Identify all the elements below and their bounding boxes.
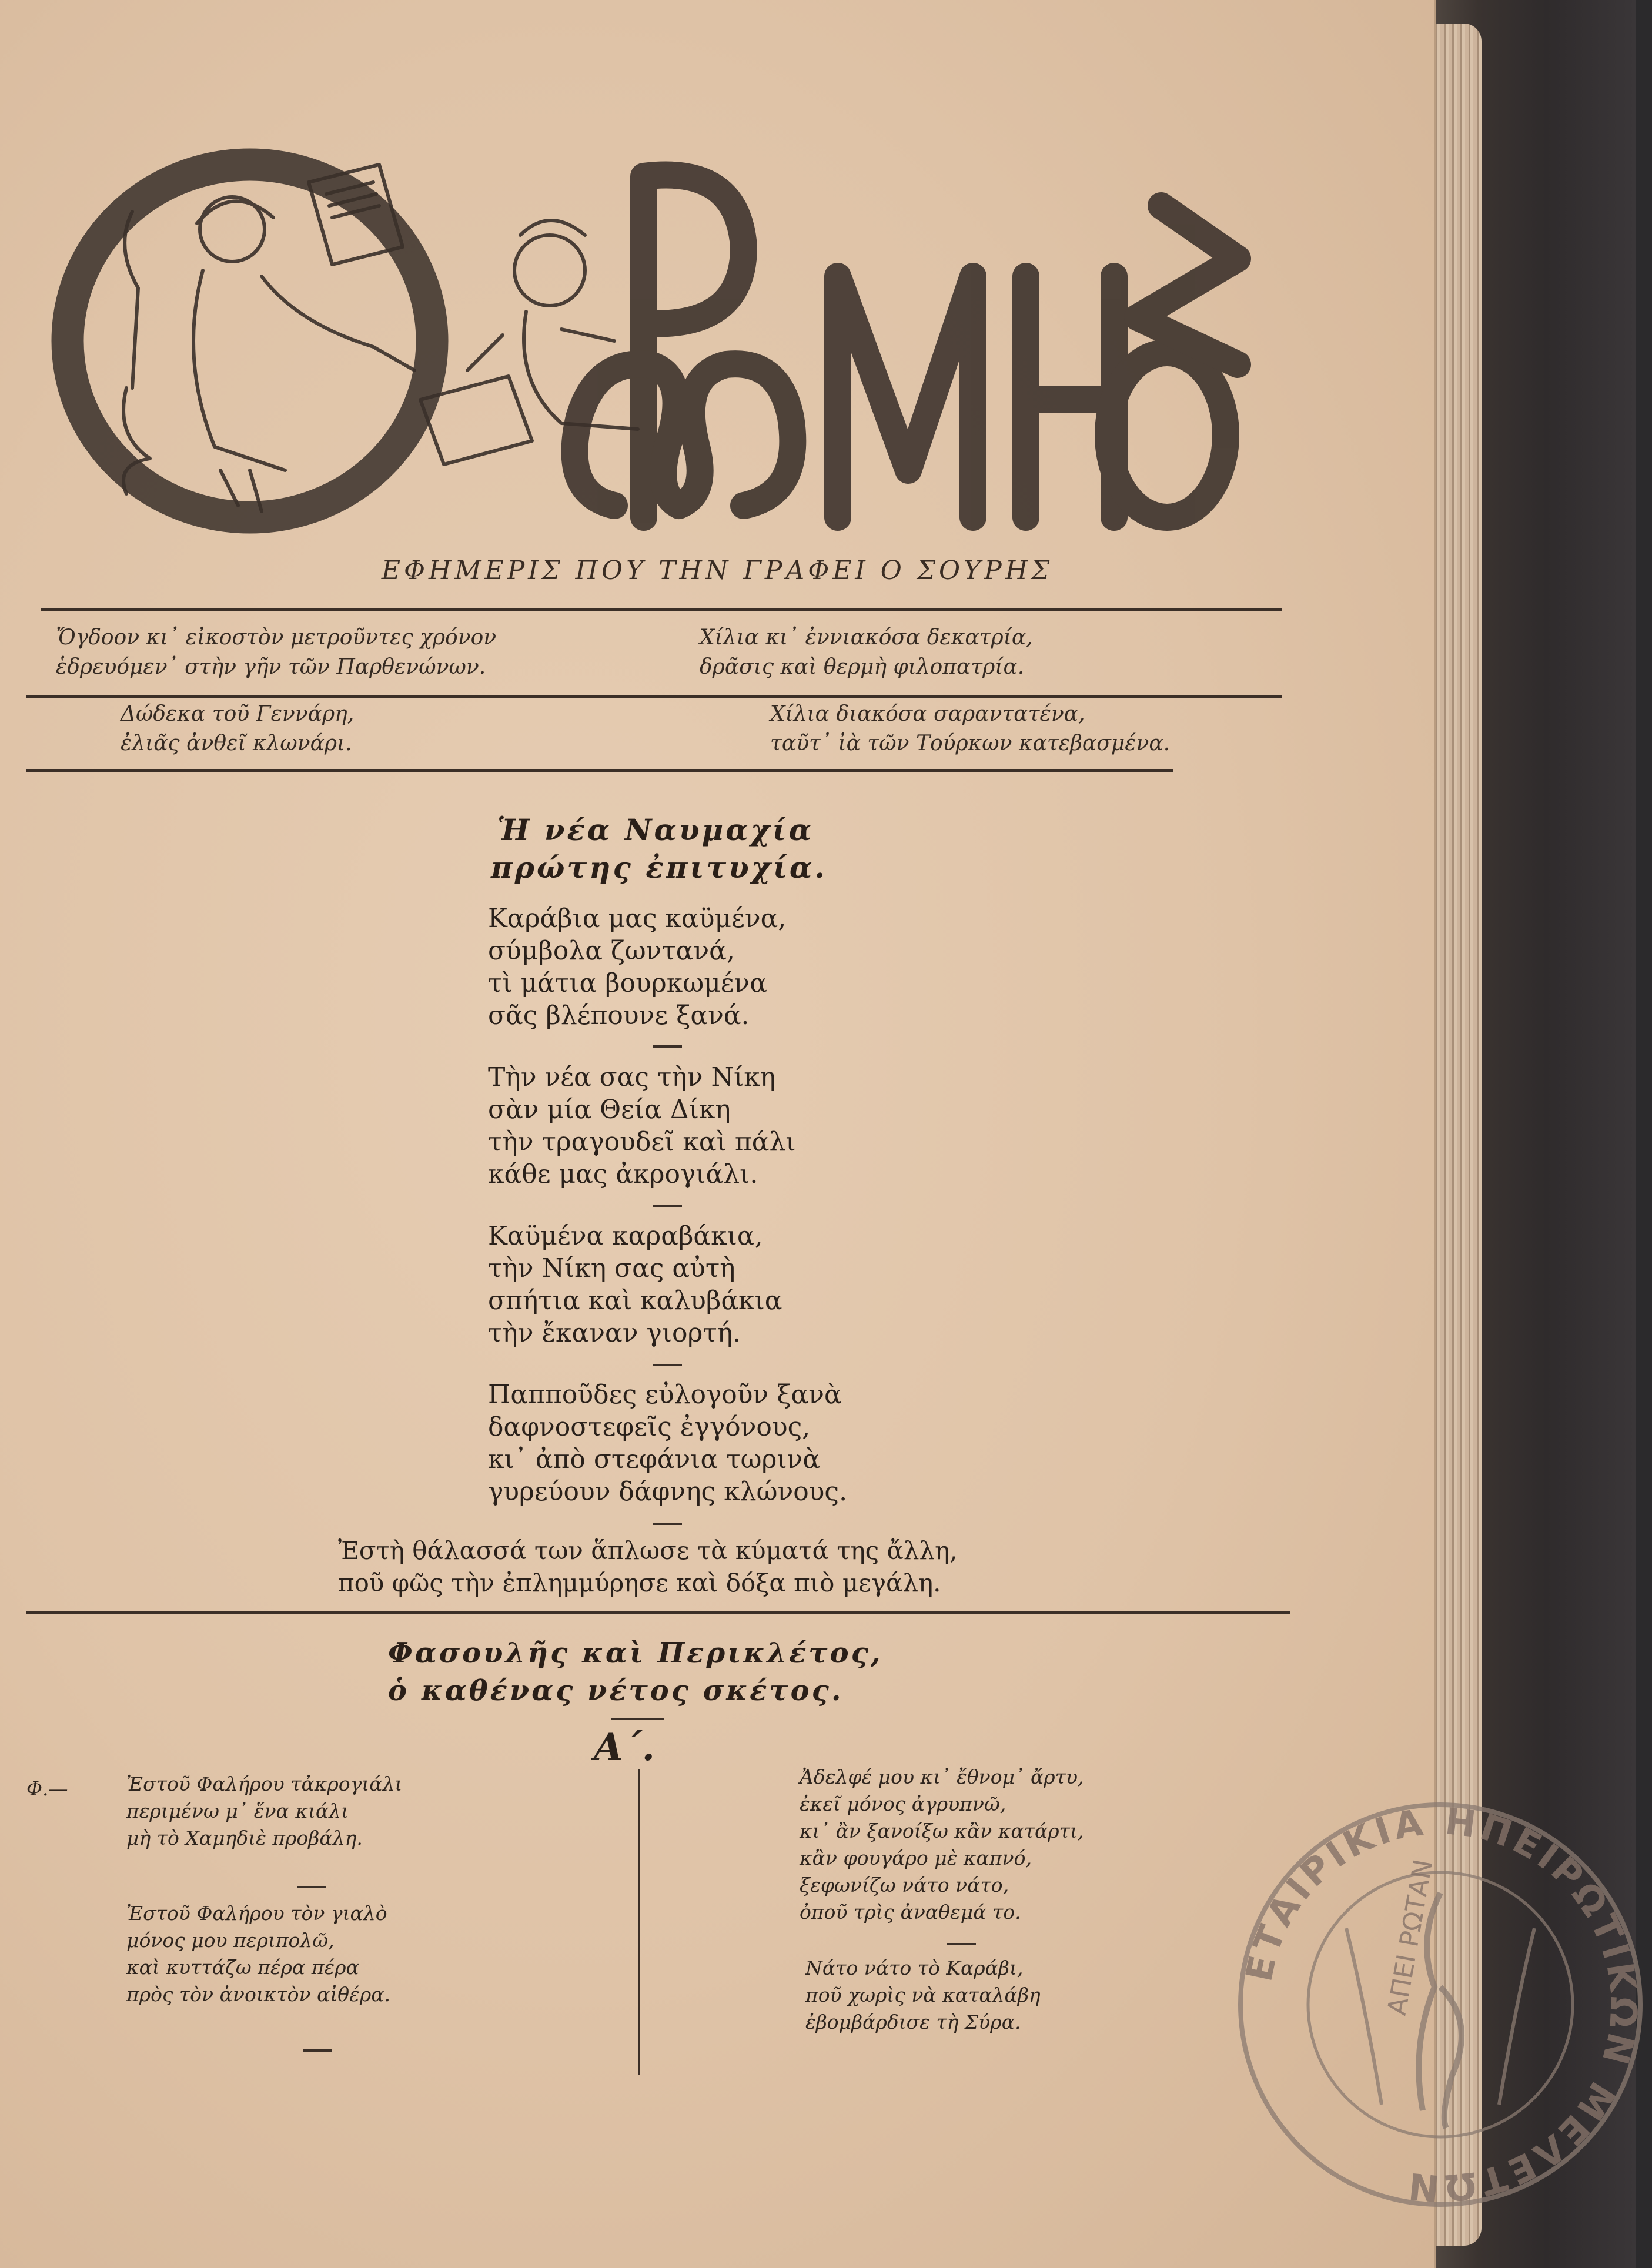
stamp-ring-text: ΕΤΑΙΡΙΚΙΑ ΗΠΕΙΡΩΤΙΚΩΝ ΜΕΛΕΤΩΝ — [1237, 1799, 1646, 2210]
stamp-inner-text: ΑΠΕΙ ΡΩΤΑΝ — [1382, 1857, 1439, 2018]
poem1-stanza: Καϋμένα καραβάκια, τὴν Νίκη σας αὐτὴ σπήτια καὶ καλυβάκια τὴν ἔκαναν γιορτή. — [488, 1221, 782, 1348]
masthead-subtitle: ΕΦΗΜΕΡΙΣ ΠΟΥ ΤΗΝ ΓΡΑΦΕΙ Ο ΣΟΥΡΗΣ — [381, 556, 1054, 586]
masthead-logo — [56, 141, 1249, 553]
poem1-title: Ἡ νέα Ναυμαχία πρώτης ἐπιτυχία. — [491, 812, 827, 885]
poem1-stanza: Καράβια μας καϋμένα, σύμβολα ζωντανά, τὶ μάτια βουρκωμένα σᾶς βλέπουνε ξανά. — [488, 904, 787, 1031]
motto-bottom-left: Δώδεκα τοῦ Γεννάρη, ἐλιᾶς ἀνθεῖ κλωνάρι. — [121, 702, 355, 755]
stanza-dash — [653, 1205, 682, 1207]
poem2-title: Φασουλῆς καὶ Περικλέτος, ὁ καθένας νέτος σκέτος. — [388, 1637, 883, 1707]
divider-rule — [26, 1611, 1290, 1614]
library-stamp — [1229, 1793, 1652, 2216]
motto-top-left: Ὄγδοον κι᾽ εἰκοστὸν μετροῦντες χρόνον ἑδρευόμεν᾽ στὴν γῆν τῶν Παρθενώνων. — [56, 625, 497, 679]
poem1-stanza: Τὴν νέα σας τὴν Νίκη σὰν μία Θεία Δίκη τὴν τραγουδεῖ καὶ πάλι κάθε μας ἀκρογιάλι. — [488, 1062, 796, 1189]
stanza-dash — [303, 2049, 332, 2052]
divider-rule — [26, 769, 1173, 772]
poem1-stanza: Παπποῦδες εὐλογοῦν ξανὰ δαφνοστεφεῖς ἐγγόνους, κι᾽ ἀπὸ στεφάνια τωρινὰ γυρεύουν δάφνης κλώνους. — [488, 1380, 848, 1507]
motto-top-right: Χίλια κι᾽ ἐννιακόσα δεκατρία, δρᾶσις καὶ θερμὴ φιλοπατρία. — [700, 625, 1033, 679]
stanza-dash — [653, 1364, 682, 1366]
poem2-right-stanza: Ἀδελφέ μου κι᾽ ἔθνομ᾽ ἄρτυ, ἐκεῖ μόνος ἀγρυπνῶ, κι᾽ ἂν ξανοίξω κἂν κατάρτι, κἂν φουγάρο μὲ καπνό, ξεφωνίζω νάτο νάτο, ὀποῦ τρὶς ἀναθεμά το. — [800, 1765, 1084, 1924]
poem2-section-heading: Α΄. — [594, 1725, 655, 1769]
stanza-dash — [297, 1886, 326, 1888]
poem2-speaker: Φ.— — [26, 1777, 68, 1800]
stanza-dash — [653, 1045, 682, 1048]
divider-rule — [41, 608, 1282, 611]
poem2-left-stanza: Ἐστοῦ Φαλήρου τὸν γιαλὸ μόνος μου περιπολῶ, καὶ κυττάζω πέρα πέρα πρὸς τὸν ἀνοικτὸν αἰθέρα. — [126, 1902, 391, 2006]
column-divider — [638, 1769, 640, 2075]
poem2-left-stanza: Ἐστοῦ Φαλήρου τἀκρογιάλι περιμένω μ᾽ ἕνα κιάλι μὴ τὸ Χαμηδιὲ προβάλη. — [126, 1772, 403, 1849]
title-dash — [611, 1718, 664, 1720]
stanza-dash — [947, 1943, 976, 1945]
poem2-right-stanza: Νάτο νάτο τὸ Καράβι, ποῦ χωρὶς νὰ καταλάβη ἐβομβάρδισε τὴ Σύρα. — [805, 1956, 1041, 2033]
divider-rule — [26, 695, 1282, 698]
poem1-couplet: Ἐστὴ θάλασσά των ἅπλωσε τὰ κύματά της ἄλλη, ποῦ φῶς τὴν ἐπλημμύρησε καὶ δόξα πιὸ μεγάλη. — [338, 1536, 958, 1597]
stanza-dash — [653, 1523, 682, 1525]
motto-bottom-right: Χίλια διακόσα σαραντατένα, ταῦτ᾽ ἰὰ τῶν Τούρκων κατεβασμένα. — [770, 702, 1171, 755]
